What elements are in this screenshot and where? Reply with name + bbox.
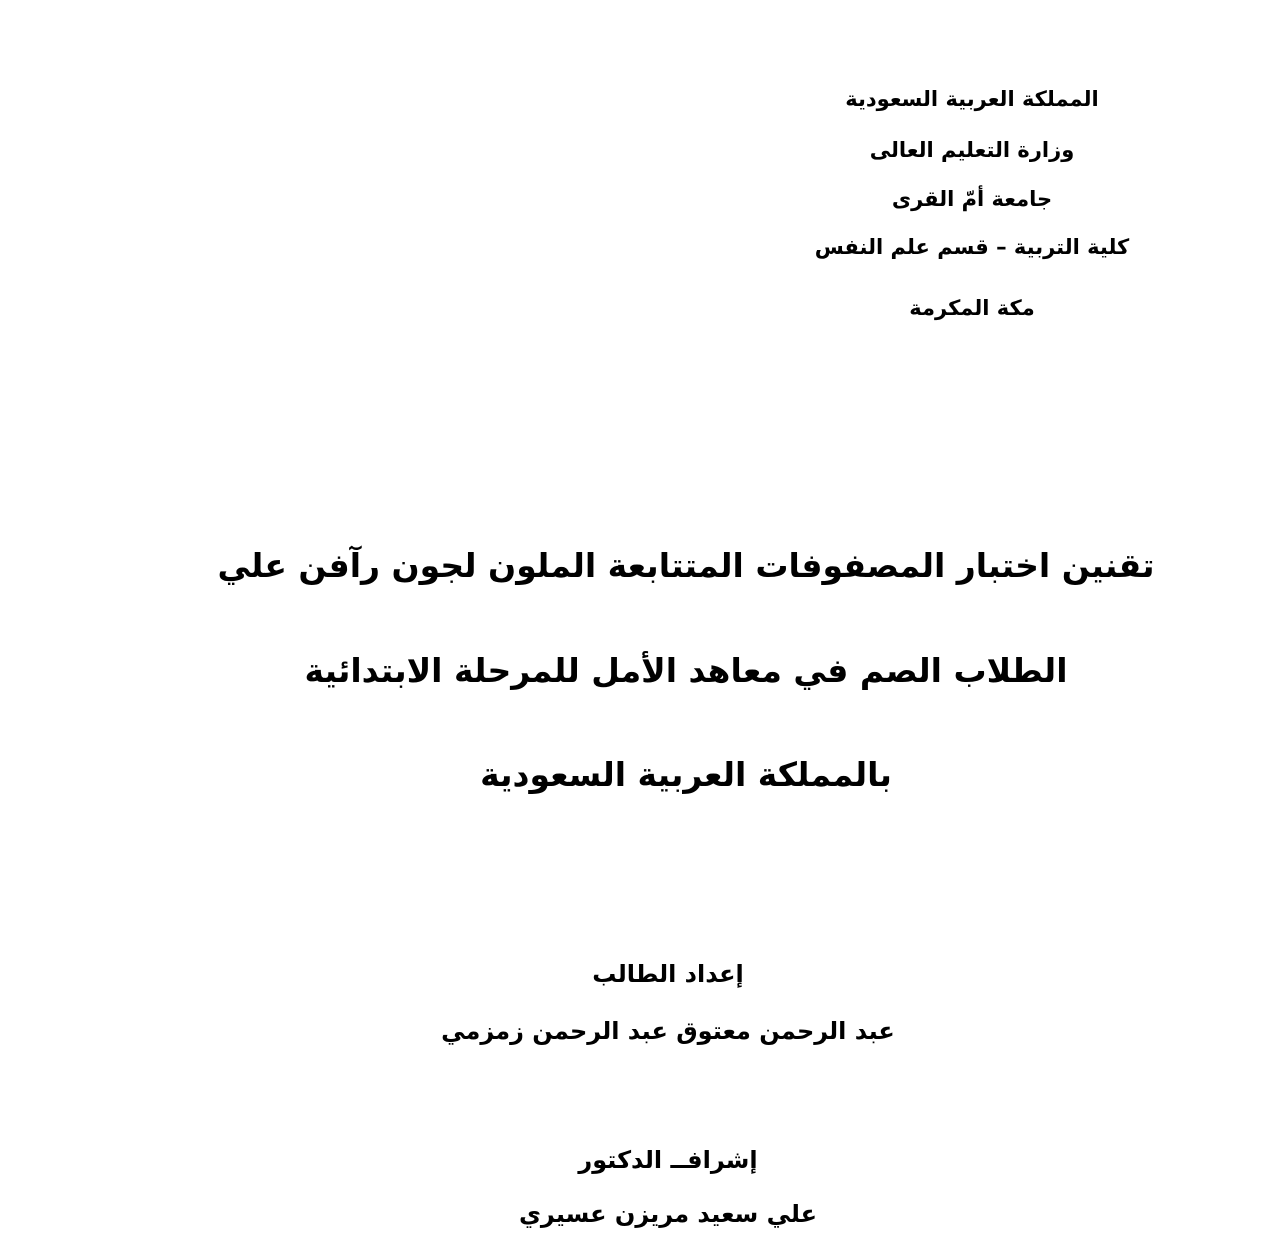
- author-name: عبد الرحمن معتوق عبد الرحمن زمزمي: [441, 1017, 895, 1045]
- city-name: مكة المكرمة: [909, 296, 1035, 320]
- ministry-name: وزارة التعليم العالى: [869, 138, 1075, 162]
- author-label: إعداد الطالب: [592, 960, 744, 988]
- supervisor-label: إشرافــ الدكتور: [578, 1146, 758, 1174]
- title-line-3: بالمملكة العربية السعودية: [480, 755, 892, 794]
- title-line-2: الطلاب الصم في معاهد الأمل للمرحلة الابتدائية: [304, 651, 1068, 690]
- supervisor-name: علي سعيد مريزن عسيري: [518, 1200, 818, 1228]
- college-department: كلية التربية – قسم علم النفس: [814, 235, 1130, 259]
- kingdom-name: المملكة العربية السعودية: [845, 87, 1099, 111]
- university-name: جامعة أمّ القرى: [891, 187, 1053, 211]
- title-line-1: تقنين اختبار المصفوفات المتتابعة الملون لجون رآفن علي: [217, 546, 1155, 585]
